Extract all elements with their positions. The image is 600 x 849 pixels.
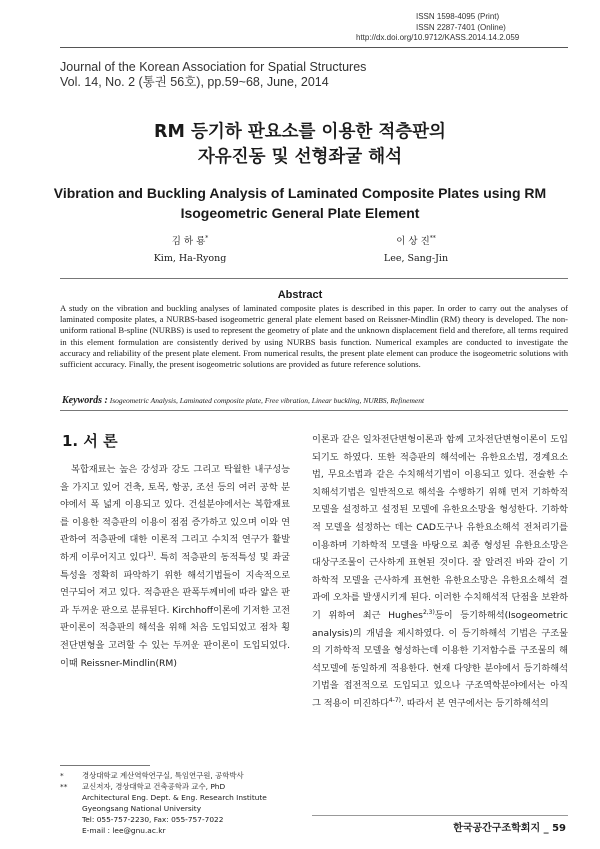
page-footer: 한국공간구조학회지 _ 59 (453, 823, 566, 834)
korean-title-line1: RM 등기하 판요소를 이용한 적층판의 (154, 122, 446, 142)
footnote-2-university: Gyeongsang National University (82, 804, 202, 813)
volume-info: Vol. 14, No. 2 (통권 56호), pp.59~68, June, 2014 (60, 75, 329, 89)
footer-rule (312, 815, 568, 816)
keywords (62, 395, 570, 406)
korean-title (0, 120, 600, 170)
footnote-1: * 경상대학교 계산역학연구실, 특임연구원, 공학박사 (60, 771, 244, 780)
citation: 4-7) (388, 696, 401, 704)
abstract-heading: Abstract (277, 289, 323, 301)
footnote-2-email: E-mail : lee@gnu.ac.kr (82, 826, 166, 835)
citation: 1) (147, 550, 154, 558)
issn-print: ISSN 1598-4095 (Print) (416, 12, 500, 21)
english-title (30, 183, 570, 223)
abstract-text: A study on the vibration and buckling analyses of laminated composite plates is described in this paper. In order to carry out the analyses of laminated composite plates, a NURBS-based isogeometric general plate element based on Reissner-Mindlin (RM) theory is developed. The non-uniform rational B-spline (NURBS) is used to represent the geometry of plate and the unknown displacement field and therefore, all terms required in this element formulation are consistently derived by using NURBS basis function. Numerical examples are conducted to investigate the accuracy and reliability of the present plate element. From numerical results, the present plate element can produce the isogeometric solutions with sufficient accuracy. Finally, the present isogeometric solutions are provided as future reference solutions. (60, 303, 568, 370)
section-heading: 1. 서 론 (62, 432, 118, 450)
issn-online: ISSN 2287-7401 (Online) (416, 22, 506, 32)
keywords-text: Isogeometric Analysis, Laminated composite plate, Free vibration, Linear buckling, NURBS, Refinement (109, 396, 425, 405)
author-2-english: Lee, Sang-Jin (383, 253, 449, 264)
footnote-rule (60, 765, 150, 766)
english-title-line2: Isogeometric General Plate Element (180, 205, 420, 221)
keywords-rule (60, 410, 568, 411)
issn-block (356, 12, 566, 44)
korean-title-line2: 자유진동 및 선형좌굴 해석 (197, 147, 403, 167)
paragraph: 복합재료는 높은 강성과 강도 그리고 탁월한 내구성능을 가지고 있어 건축, 토목, 항공, 조선 등의 여러 공학 분야에서 폭 넓게 이용되고 있다. 건설분야에서는 복합재료를 이용한 적층판의 이용이 점점 증가하고 있으며 이와 연관하여 적층판에 대한 이론적 그리고 수치적 연구가 활발하게 이루어지고 있다$^{1)}$. 특히 적층판의 동적특성 및 좌굴특성을 정확히 파악하기 위한 해석기법들이 지속적으로 연구되어 져고 있다. 적층판은 판폭두께비에 따라 얇은 판과 두꺼운 판으로 분류된다. Kirchhoff이론에 기저한 고전판이론이 적층판의 해석을 위해 처음 도입되었고 점차 횡전단변형을 고려할 수 있는 두꺼운 판이론이 도입되었다. 이때 Reissner-Mindlin(RM) (60, 464, 291, 669)
author-1-english: Kim, Ha-Ryong (153, 253, 227, 264)
keywords-label: Keywords : (62, 395, 108, 406)
footnotes (60, 770, 300, 836)
footnote-2: ** 교신저자, 경상대학교 건축공학과 교수, PhD (60, 782, 226, 791)
doi-link[interactable]: http://dx.doi.org/10.9712/KASS.2014.14.2.059 (356, 33, 520, 42)
english-title-line1: Vibration and Buckling Analysis of Laminated Composite Plates using RM (53, 185, 547, 201)
journal-info (60, 60, 366, 90)
footnote-2-affiliation: Architectural Eng. Dept. & Eng. Research Institute (82, 793, 267, 802)
abstract-top-rule (60, 278, 568, 279)
author-1-mark: * (205, 234, 209, 242)
paragraph: 이론과 같은 일차전단변형이론과 함께 고차전단변형이론이 도입되기도 하였다. 또한 적층판의 해석에는 유한요소법, 경계요소법, 무요소법과 같은 수치해석기법이 이용되고 있다. 전술한 수치해석기법은 일반적으로 해석을 수행하기 위해 먼저 기하학적 모델을 설정하고 설정된 모델에 유한요소망을 형성한다. 기하학적 모델을 설정하는 데는 CAD도구나 유한요소해석 전처리기를 이용하며 기하학적 모델을 바탕으로 최종 형성된 유한요소망은 대상구조물이 근사하게 표현된 것이다. 잘 알려진 바와 같이 기하학적 모델을 근사하게 표현한 유한요소망은 유한요소해석 결과에 오차를 발생시키게 된다. 이러한 수치해석적 단점을 보완하기 위하여 최근 Hughes$^{2,3)}$등이 등기하해석(Isogeometric analysis)의 개념을 제시하였다. 이 등기하해석 기법은 구조물의 기하학적 모델을 형성하는데 이용한 기저함수를 구조물의 해석모델에 동일하게 적용한다. 현재 다양한 분야에서 등기하해석기법을 접전적으로 도입되고 있으나 구조역학분야에서는 아직 그 적용이 미진하다$^{4-7)}$. 따라서 본 연구에서는 등기하해석의 (312, 434, 568, 709)
header-rule (60, 47, 568, 48)
author-2-mark: ** (429, 234, 436, 242)
journal-name: Journal of the Korean Association for Spatial Structures (60, 60, 367, 74)
author-2-korean: 이 상 진 (396, 236, 430, 247)
body-column-2 (312, 431, 568, 713)
author-1 (90, 233, 290, 267)
citation: 2,3) (422, 608, 435, 616)
author-2 (316, 233, 516, 267)
body-column-1 (60, 461, 290, 672)
footnote-1-mark: * (60, 771, 64, 780)
footnote-2-mark: ** (60, 782, 68, 791)
author-1-korean: 김 하 룡 (171, 236, 206, 247)
footnote-2-phone: Tel: 055-757-2230, Fax: 055-757-7022 (82, 815, 224, 824)
